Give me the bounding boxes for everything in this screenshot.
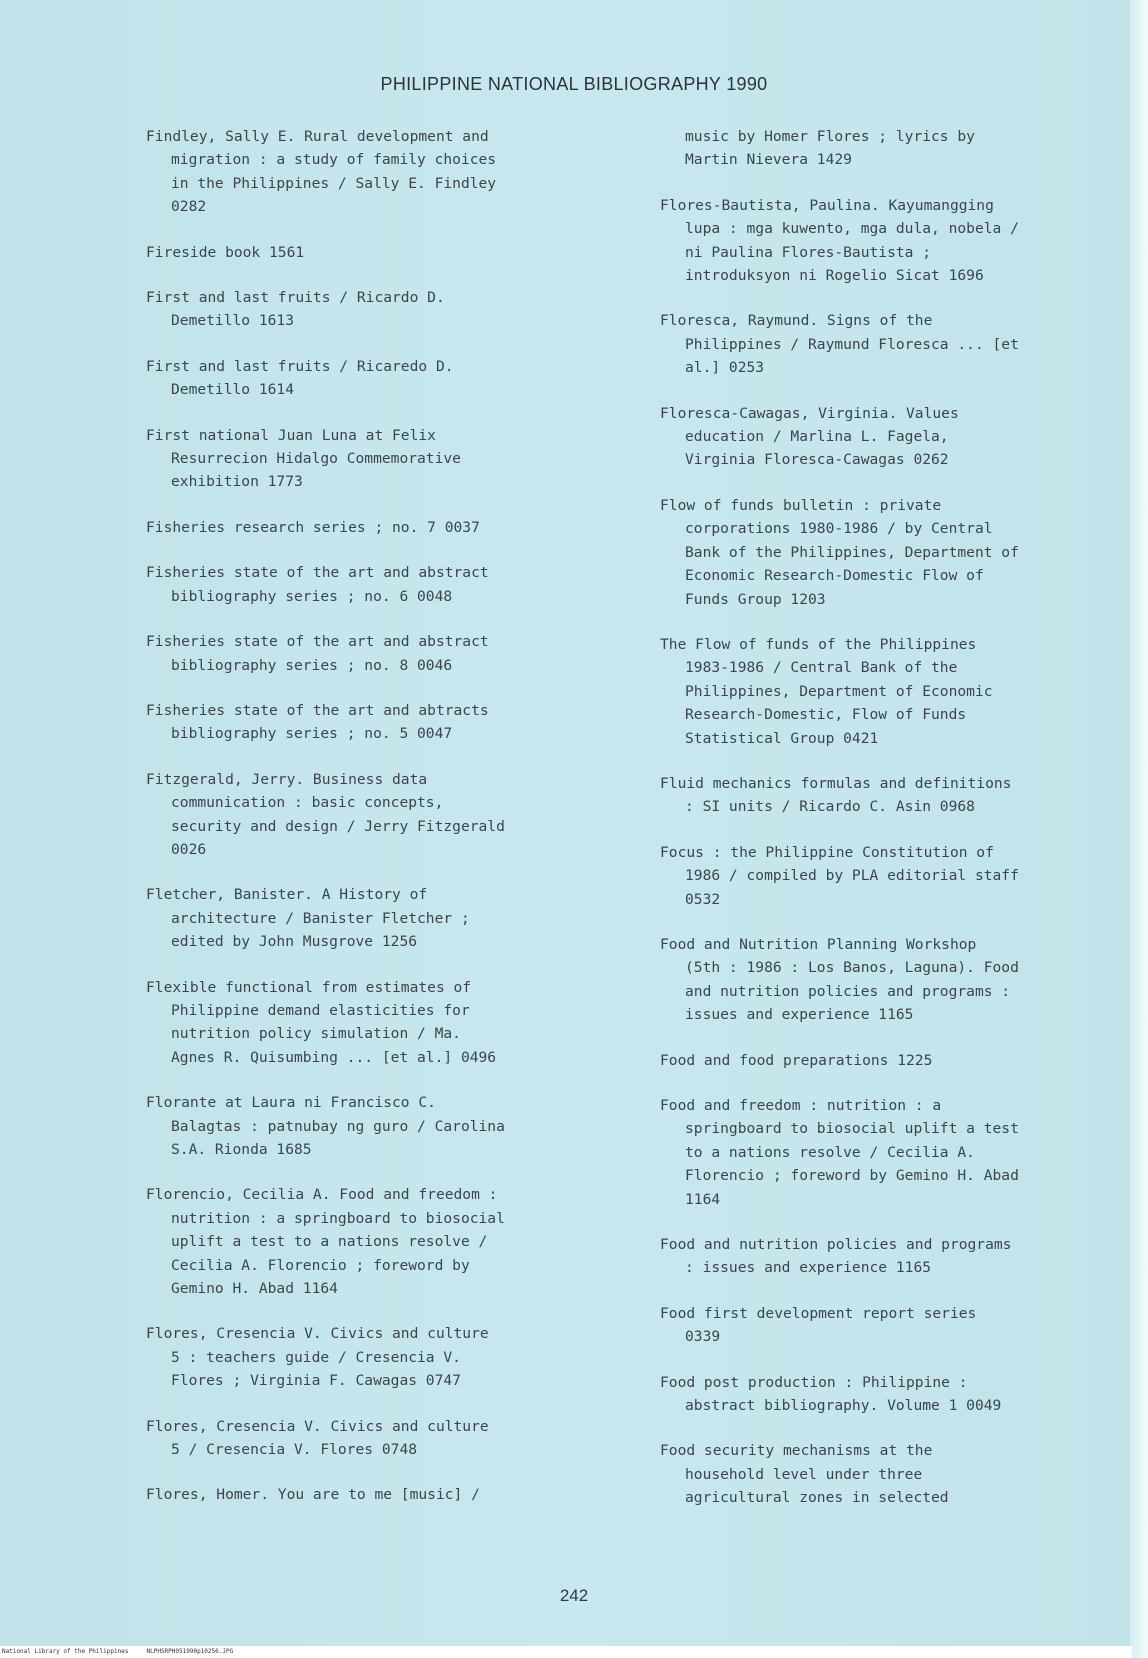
page-number: 242 — [559, 1586, 589, 1605]
list-item: Flores, Homer. You are to me [music] / — [146, 1486, 480, 1504]
list-item: Fluid mechanics formulas and definitions : SI units / Ricardo C. Asin 0968 — [660, 774, 1012, 816]
list-item: Fisheries research series ; no. 7 0037 — [146, 518, 480, 536]
list-item: Fisheries state of the art and abstract bibliography series ; no. 6 0048 — [146, 564, 489, 605]
scan-footer: National Library of the Philippines NLPHSRPH051990p10256.JPG — [0, 1646, 1132, 1658]
list-item: Findley, Sally E. Rural development and migration : a study of family choices in the Philippines / Sally E. Findley 0282 — [146, 128, 497, 216]
list-item: Floresca, Raymund. Signs of the Philippines / Raymund Floresca ... [et al.] 0253 — [660, 312, 1019, 377]
list-item: First and last fruits / Ricaredo D. Demetillo 1614 — [146, 357, 454, 399]
list-item: Food and nutrition policies and programs : issues and experience 1165 — [660, 1236, 1012, 1277]
list-item: Floresca-Cawagas, Virginia. Values education / Marlina L. Fagela, Virginia Floresca-Cawagas 0262 — [660, 404, 959, 469]
list-item: Food and Nutrition Planning Workshop (5th : 1986 : Los Banos, Laguna). Food and nutrition policies and programs : issues and experience 1165 — [660, 935, 1019, 1024]
list-item: Food post production : Philippine : abstract bibliography. Volume 1 0049 — [660, 1373, 1002, 1415]
left-column — [146, 125, 616, 1529]
list-item: Fletcher, Banister. A History of architecture / Banister Fletcher ; edited by John Musgrove 1256 — [146, 886, 470, 951]
list-item: Fisheries state of the art and abtracts bibliography series ; no. 5 0047 — [146, 701, 489, 743]
list-item: Florencio, Cecilia A. Food and freedom : nutrition : a springboard to biosocial uplift a test to a nations resolve / Cecilia A. Florencio ; foreword by Gemino H. Abad 1164 — [146, 1186, 505, 1298]
list-item-continuation: music by Homer Flores ; lyrics by Martin Nievera 1429 — [685, 128, 975, 169]
list-item: Flores, Cresencia V. Civics and culture 5 : teachers guide / Cresencia V. Flores ; Virginia F. Cawagas 0747 — [146, 1325, 489, 1390]
list-item: Florante at Laura ni Francisco C. Balagtas : patnubay ng guro / Carolina S.A. Rionda 1685 — [146, 1094, 505, 1158]
list-item: Fireside book 1561 — [146, 243, 305, 261]
list-item: Food and food preparations 1225 — [660, 1051, 933, 1069]
list-item: Focus : the Philippine Constitution of 1986 / compiled by PLA editorial staff 0532 — [660, 843, 1019, 908]
list-item: Food and freedom : nutrition : a springboard to biosocial uplift a test to a nations resolve / Cecilia A. Florencio ; foreword by Gemino H. Abad 1164 — [660, 1097, 1019, 1208]
list-item: The Flow of funds of the Philippines 1983-1986 / Central Bank of the Philippines, Department of Economic Research-Domestic, Flow of Funds Statistical Group 0421 — [660, 635, 993, 747]
list-item: Flow of funds bulletin : private corporations 1980-1986 / by Central Bank of the Philippines, Department of Economic Research-Domestic Flow of Funds Group 1203 — [660, 496, 1019, 608]
right-column — [660, 125, 1130, 1532]
list-item: Flexible functional from estimates of Philippine demand elasticities for nutrition policy simulation / Ma. Agnes R. Quisumbing ... [et al.] 0496 — [146, 978, 497, 1066]
list-item: Fisheries state of the art and abstract bibliography series ; no. 8 0046 — [146, 633, 489, 674]
page-edge — [1130, 0, 1148, 1658]
page-title: PHILIPPINE NATIONAL BIBLIOGRAPHY 1990 — [380, 74, 768, 94]
list-item: Food security mechanisms at the household level under three agricultural zones in selected — [660, 1442, 949, 1507]
list-item: Food first development report series 0339 — [660, 1304, 977, 1346]
list-item: Fitzgerald, Jerry. Business data communication : basic concepts, security and design / Jerry Fitzgerald 0026 — [146, 770, 505, 858]
list-item: Flores-Bautista, Paulina. Kayumangging lupa : mga kuwento, mga dula, nobela / ni Paulina Flores-Bautista ; introduksyon ni Rogelio Sicat 1696 — [660, 196, 1019, 285]
list-item: First national Juan Luna at Felix Resurrecion Hidalgo Commemorative exhibition 1773 — [146, 426, 461, 491]
list-item: Flores, Cresencia V. Civics and culture 5 / Cresencia V. Flores 0748 — [146, 1417, 489, 1459]
list-item: First and last fruits / Ricardo D. Demetillo 1613 — [146, 289, 445, 330]
